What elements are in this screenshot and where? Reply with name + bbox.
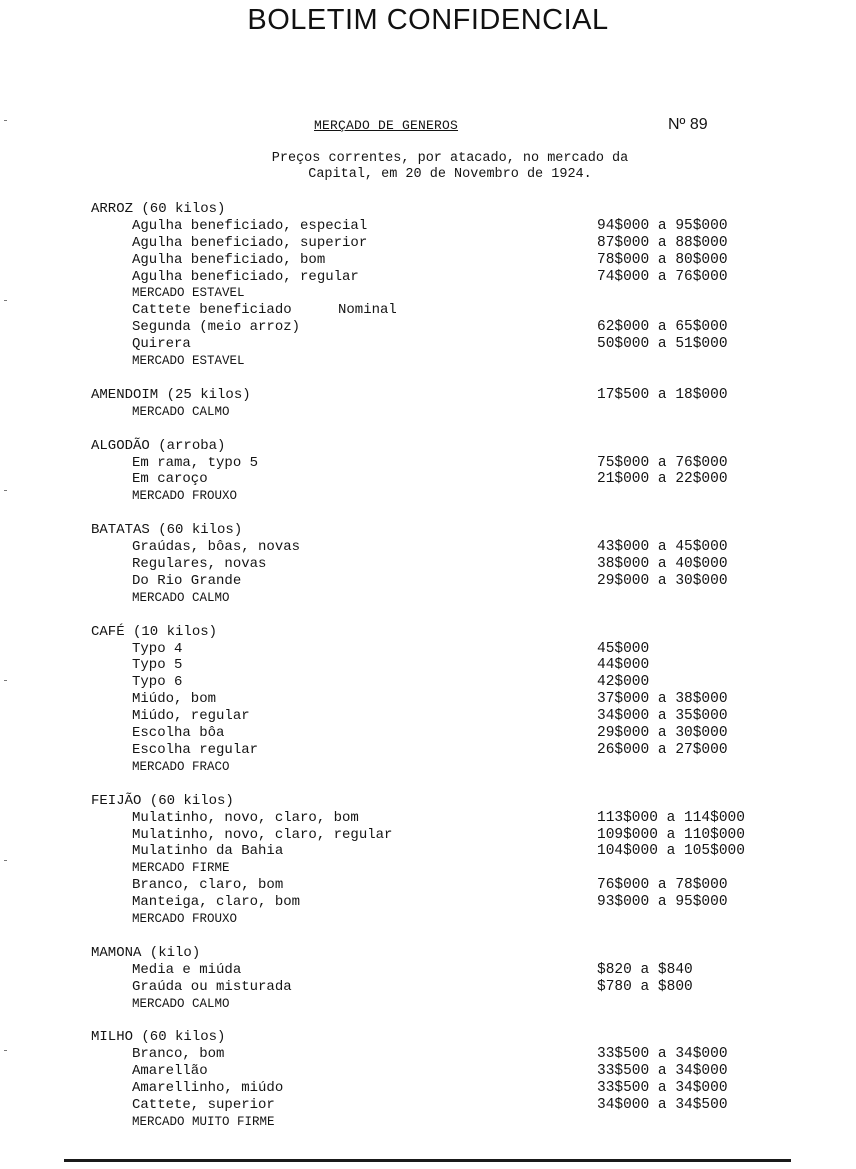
price-value: 87$000 a 88$000 xyxy=(597,234,728,251)
market-status-label: MERCADO FRACO xyxy=(132,759,230,774)
intro-text xyxy=(130,151,770,183)
market-status xyxy=(0,488,856,505)
price-value: 45$000 xyxy=(597,640,650,657)
price-value: 37$000 a 38$000 xyxy=(597,691,728,708)
price-value: 33$500 a 34$000 xyxy=(597,1046,728,1063)
product-label: Miúdo, bom xyxy=(132,691,217,708)
product-label: Mulatinho, novo, claro, bom xyxy=(132,809,359,826)
category-name: AMENDOIM (25 kilos) xyxy=(91,386,251,403)
market-status-label: MERCADO FIRME xyxy=(132,861,230,876)
market-status xyxy=(0,911,856,928)
product-label: Agulha beneficiado, regular xyxy=(132,268,359,285)
price-row xyxy=(0,1080,856,1097)
product-label: Amarellão xyxy=(132,1063,208,1080)
price-row xyxy=(0,455,856,472)
price-row xyxy=(0,657,856,674)
category-block xyxy=(0,438,856,506)
market-status-label: MERCADO ESTAVEL xyxy=(132,286,245,301)
product-label: Do Rio Grande xyxy=(132,572,242,589)
price-value: 50$000 a 51$000 xyxy=(597,336,728,353)
category-heading xyxy=(0,624,856,641)
intro-line-1: Preços correntes, por atacado, no mercado da xyxy=(271,151,629,166)
market-status xyxy=(0,285,856,302)
price-value: 26$000 a 27$000 xyxy=(597,741,728,758)
price-row xyxy=(0,708,856,725)
price-note: Nominal xyxy=(338,302,397,319)
price-value: 113$000 a 114$000 xyxy=(597,809,745,826)
product-label: Em caroço xyxy=(132,471,208,488)
product-label: Amarellinho, miúdo xyxy=(132,1080,284,1097)
price-row xyxy=(0,877,856,894)
product-label: Escolha regular xyxy=(132,741,259,758)
intro-line-2: Capital, em 20 de Novembro de 1924. xyxy=(308,167,592,182)
price-row xyxy=(0,843,856,860)
category-name: ARROZ (60 kilos) xyxy=(91,201,226,217)
price-row xyxy=(0,742,856,759)
margin-mark xyxy=(4,300,7,301)
category-name: MILHO (60 kilos) xyxy=(91,1029,226,1046)
price-row xyxy=(0,827,856,844)
product-label: Typo 5 xyxy=(132,657,183,674)
product-label: Graúdas, bôas, novas xyxy=(132,539,301,556)
price-row xyxy=(0,1063,856,1080)
price-row xyxy=(0,269,856,286)
market-status xyxy=(0,590,856,607)
price-row xyxy=(0,641,856,658)
market-status xyxy=(0,759,856,776)
category-name: CAFÉ (10 kilos) xyxy=(91,623,218,640)
margin-mark xyxy=(4,490,7,491)
category-block xyxy=(0,522,856,606)
category-heading xyxy=(0,387,856,404)
price-row xyxy=(0,252,856,269)
price-value: 33$500 a 34$000 xyxy=(597,1080,728,1097)
margin-mark xyxy=(4,1050,7,1051)
product-label: Manteiga, claro, bom xyxy=(132,894,301,911)
category-heading xyxy=(0,438,856,455)
price-value: 44$000 xyxy=(597,657,650,674)
product-label: Miúdo, regular xyxy=(132,708,250,725)
price-value: 76$000 a 78$000 xyxy=(597,877,728,894)
price-row xyxy=(0,319,856,336)
product-label: Cattete beneficiado xyxy=(132,302,292,319)
product-label: Branco, claro, bom xyxy=(132,877,284,894)
market-status-label: MERCADO FROUXO xyxy=(132,911,238,926)
price-value: 78$000 a 80$000 xyxy=(597,251,728,268)
price-value: 33$500 a 34$000 xyxy=(597,1063,728,1080)
market-status-label: MERCADO CALMO xyxy=(132,996,230,1011)
price-value: 93$000 a 95$000 xyxy=(597,894,728,911)
price-row xyxy=(0,235,856,252)
page-title: BOLETIM CONFIDENCIAL xyxy=(247,4,609,36)
market-status-label: MERCADO ESTAVEL xyxy=(132,354,245,369)
price-value: 34$000 a 34$500 xyxy=(597,1096,728,1113)
product-label: Agulha beneficiado, especial xyxy=(132,217,368,234)
market-status-label: MERCADO FROUXO xyxy=(132,489,238,504)
price-value: 38$000 a 40$000 xyxy=(597,556,728,573)
category-block xyxy=(0,1029,856,1130)
price-value: 75$000 a 76$000 xyxy=(597,454,728,471)
product-label: Graúda ou misturada xyxy=(132,978,292,995)
category-block xyxy=(0,945,856,1013)
category-heading xyxy=(0,793,856,810)
price-value: 29$000 a 30$000 xyxy=(597,725,728,742)
category-name: ALGODÃO (arroba) xyxy=(91,437,226,454)
price-row xyxy=(0,302,856,319)
price-value: 34$000 a 35$000 xyxy=(597,708,728,725)
price-value: 17$500 a 18$000 xyxy=(597,386,728,403)
price-value: 42$000 xyxy=(597,674,650,691)
market-status xyxy=(0,1114,856,1131)
market-status xyxy=(0,353,856,370)
category-heading xyxy=(0,1029,856,1046)
section-heading: MERÇADO DE GENEROS xyxy=(314,118,459,133)
market-status-label: MERCADO CALMO xyxy=(132,590,230,605)
price-list xyxy=(0,201,856,1148)
market-status xyxy=(0,860,856,877)
price-row xyxy=(0,810,856,827)
market-status xyxy=(0,996,856,1013)
product-label: Typo 4 xyxy=(132,640,183,657)
product-label: Media e miúda xyxy=(132,961,242,978)
price-row xyxy=(0,218,856,235)
category-name: FEIJÃO (60 kilos) xyxy=(91,792,234,809)
price-value: 21$000 a 22$000 xyxy=(597,471,728,488)
product-label: Mulatinho, novo, claro, regular xyxy=(132,826,393,843)
product-label: Em rama, typo 5 xyxy=(132,454,259,471)
price-row xyxy=(0,691,856,708)
market-status-label: MERCADO MUITO FIRME xyxy=(132,1114,275,1129)
category-heading xyxy=(0,522,856,539)
category-block xyxy=(0,387,856,421)
product-label: Branco, bom xyxy=(132,1046,225,1063)
price-row xyxy=(0,1046,856,1063)
price-row xyxy=(0,1097,856,1114)
product-label: Escolha bôa xyxy=(132,725,225,742)
price-row xyxy=(0,539,856,556)
category-heading xyxy=(0,945,856,962)
product-label: Cattete, superior xyxy=(132,1096,275,1113)
product-label: Mulatinho da Bahia xyxy=(132,843,284,860)
price-row xyxy=(0,979,856,996)
category-block xyxy=(0,201,856,370)
price-value: $780 a $800 xyxy=(597,978,693,995)
product-label: Agulha beneficiado, superior xyxy=(132,234,368,251)
product-label: Agulha beneficiado, bom xyxy=(132,251,326,268)
price-value: 29$000 a 30$000 xyxy=(597,572,728,589)
bottom-rule xyxy=(64,1159,791,1162)
price-value: 43$000 a 45$000 xyxy=(597,539,728,556)
market-status xyxy=(0,404,856,421)
margin-mark xyxy=(4,120,7,121)
market-status-label: MERCADO CALMO xyxy=(132,404,230,419)
price-row xyxy=(0,573,856,590)
category-name: MAMONA (kilo) xyxy=(91,944,201,961)
price-row xyxy=(0,725,856,742)
price-row xyxy=(0,556,856,573)
category-block xyxy=(0,793,856,928)
margin-mark xyxy=(4,680,7,681)
category-block xyxy=(0,624,856,776)
price-row xyxy=(0,962,856,979)
product-label: Segunda (meio arroz) xyxy=(132,319,301,336)
product-label: Typo 6 xyxy=(132,674,183,691)
product-label: Regulares, novas xyxy=(132,556,267,573)
price-row xyxy=(0,674,856,691)
price-row xyxy=(0,894,856,911)
price-value: 74$000 a 76$000 xyxy=(597,268,728,285)
price-value: 94$000 a 95$000 xyxy=(597,217,728,234)
bulletin-number: Nº 89 xyxy=(668,116,708,133)
price-value: 62$000 a 65$000 xyxy=(597,319,728,336)
price-row xyxy=(0,336,856,353)
price-value: 104$000 a 105$000 xyxy=(597,843,745,860)
price-value: $820 a $840 xyxy=(597,961,693,978)
category-heading xyxy=(0,201,856,218)
category-name: BATATAS (60 kilos) xyxy=(91,522,243,539)
price-row xyxy=(0,471,856,488)
price-value: 109$000 a 110$000 xyxy=(597,826,745,843)
product-label: Quirera xyxy=(132,336,191,353)
margin-mark xyxy=(4,860,7,861)
